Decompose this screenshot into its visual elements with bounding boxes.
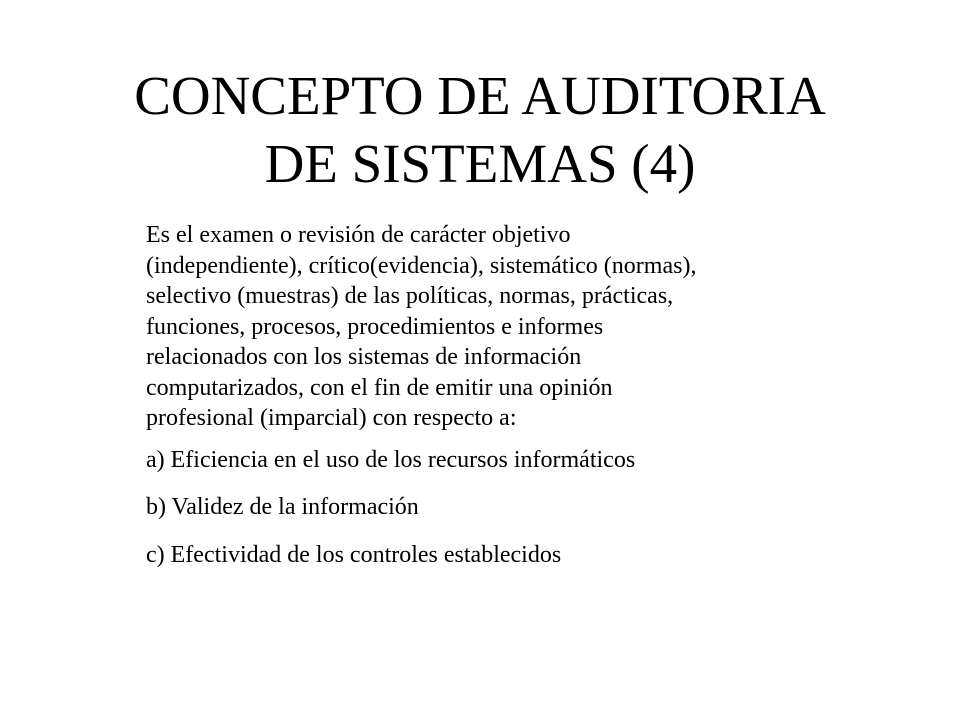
paragraph-line: funciones, procesos, procedimientos e informes bbox=[146, 313, 604, 340]
list-item: a) Eficiencia en el uso de los recursos informáticos bbox=[146, 446, 636, 473]
paragraph-line: (independiente), crítico(evidencia), sistemático (normas), bbox=[146, 252, 697, 279]
paragraph-line: profesional (imparcial) con respecto a: bbox=[146, 405, 517, 431]
criteria-list bbox=[146, 445, 886, 571]
title-line: CONCEPTO DE AUDITORIA bbox=[134, 65, 826, 126]
paragraph-line: Es el examen o revisión de carácter objetivo bbox=[146, 222, 571, 248]
paragraph-line: computarizados, con el fin de emitir una opinión bbox=[146, 374, 613, 401]
title-line: DE SISTEMAS (4) bbox=[264, 133, 696, 194]
slide-body bbox=[146, 220, 886, 587]
slide-title bbox=[60, 62, 900, 198]
paragraph-line: relacionados con los sistemas de información bbox=[146, 344, 582, 370]
list-item: c) Efectividad de los controles establecidos bbox=[146, 541, 562, 568]
definition-paragraph bbox=[146, 220, 886, 434]
paragraph-line: selectivo (muestras) de las políticas, normas, prácticas, bbox=[146, 283, 674, 309]
list-item: b) Validez de la información bbox=[146, 494, 419, 520]
